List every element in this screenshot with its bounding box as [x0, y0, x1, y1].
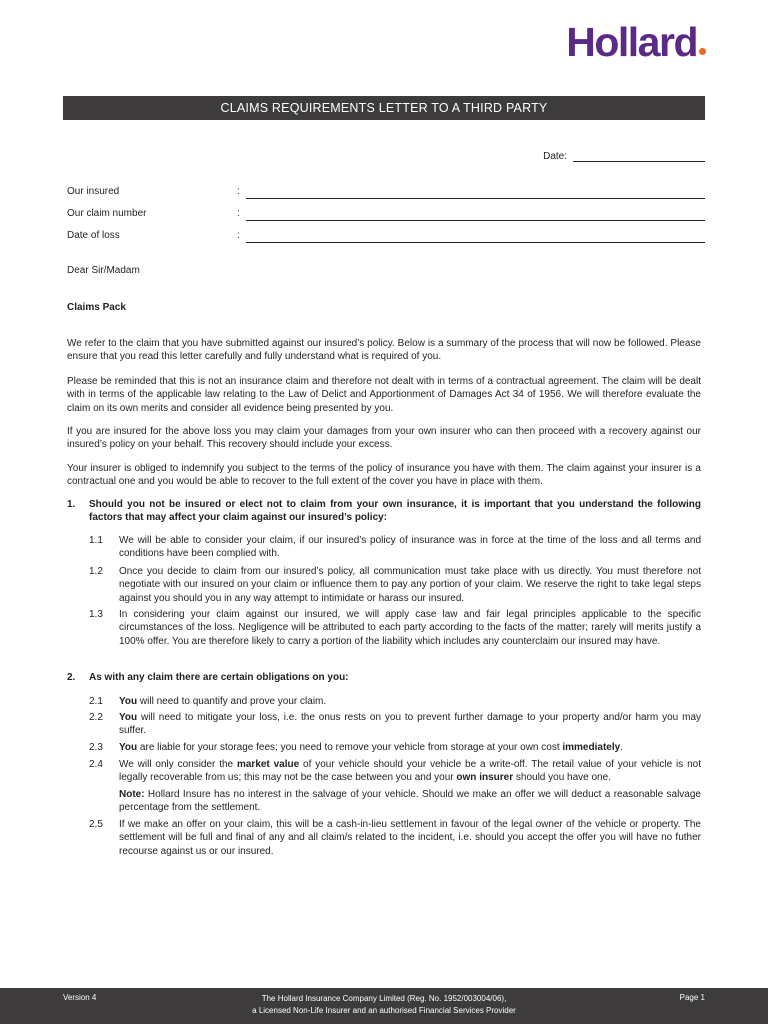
item-text	[119, 758, 701, 785]
item-text: We will be able to consider your claim, if our insured’s policy of insurance was in force at the time of the loss and all terms and conditions have been complied with.	[119, 535, 701, 560]
footer-company-info	[0, 993, 768, 1016]
list-item-2-4	[89, 758, 701, 815]
field-our-insured	[67, 186, 705, 200]
footer-page-number: Page 1	[679, 993, 705, 1002]
footer-company-line: a Licensed Non-Life Insurer and an authorised Financial Services Provider	[252, 1005, 516, 1015]
emphasis: market value	[236, 759, 300, 770]
field-label: Our insured	[67, 186, 120, 197]
text-run: should you have one.	[513, 772, 611, 784]
item-number: 2.1	[89, 696, 103, 707]
emphasis: You	[119, 742, 138, 753]
footer-version: Version 4	[63, 993, 97, 1002]
paragraph-intro: We refer to the claim that you have submitted against our insured’s policy. Below is a summary of the process that will now be followed. Please ensure that you read this letter carefully and fully understand what is required of you.	[67, 338, 701, 363]
list-item-2-3	[89, 741, 701, 754]
page-footer	[0, 988, 768, 1024]
item-text: If we make an offer on your claim, this will be a cash-in-lieu settlement in favour of the legal owner of the vehicle or property. The settlement will be full and final of any and all claim/s related to the incident, i.e. should you accept the offer you will have no futher recourse against us or our insured.	[119, 819, 701, 857]
list-item-1-2	[89, 565, 701, 605]
text-run: We will only consider the	[119, 759, 237, 770]
text-run: will need to mitigate your loss, i.e. the onus rests on you to prevent further damage to your property and/or harm you may suffer.	[119, 712, 701, 737]
item-number: 1.3	[89, 609, 103, 620]
section-heading: As with any claim there are certain obligations on you:	[89, 672, 349, 683]
item-number: 2.5	[89, 819, 103, 830]
item-text	[119, 695, 701, 708]
text-run: Hollard Insure has no interest in the salvage of your vehicle. Should we make an offer we will deduct a reasonable salvage percentage from the settlement.	[119, 788, 701, 814]
logo-dot-icon	[699, 48, 706, 55]
hollard-logo	[566, 20, 706, 64]
paragraph-reminder: Please be reminded that this is not an insurance claim and therefore not dealt with in terms of a contractual agreement. The claim will be dealt with in terms of the applicable law relating to the Law of Delict and Apportionment of Damages Act 34 of 1956. We will therefore evaluate the claim on its own merits and consider all evidence being presented by you.	[67, 376, 701, 414]
item-number: 1.2	[89, 566, 103, 577]
section-number: 2.	[67, 672, 76, 683]
emphasis: You	[119, 696, 138, 707]
list-item-2-2	[89, 711, 701, 738]
field-input-line[interactable]	[246, 220, 705, 221]
date-input-line[interactable]	[573, 148, 705, 162]
logo-text: Hollard	[566, 19, 697, 65]
emphasis: own insurer	[456, 772, 514, 784]
field-date-of-loss	[67, 230, 705, 244]
item-number: 2.2	[89, 712, 103, 723]
section-heading: Should you not be insured or elect not to claim from your own insurance, it is important that you understand the following factors that may affect your claim against our insured’s policy:	[89, 499, 701, 524]
subject-heading: Claims Pack	[67, 302, 126, 313]
item-number: 2.4	[89, 759, 103, 770]
field-colon: :	[237, 186, 240, 197]
list-item-1-1	[89, 534, 701, 561]
section-1	[67, 498, 701, 525]
salutation: Dear Sir/Madam	[67, 265, 140, 276]
text-run: of your vehicle should your vehicle be a write-off. The retail value of your vehicle is not legally recoverable from us; this may not be the case between you and your	[119, 759, 701, 784]
item-note	[119, 788, 701, 815]
list-item-1-3	[89, 608, 701, 648]
field-claim-number	[67, 208, 705, 222]
date-label: Date:	[543, 151, 567, 162]
list-item-2-1	[89, 695, 701, 708]
emphasis: immediately	[562, 742, 621, 753]
note-label: Note:	[119, 788, 145, 800]
field-colon: :	[237, 208, 240, 219]
text-run: .	[620, 742, 623, 753]
section-number: 1.	[67, 499, 76, 510]
field-label: Date of loss	[67, 230, 120, 241]
footer-company-line: The Hollard Insurance Company Limited (Reg. No. 1952/003004/06),	[261, 994, 507, 1003]
document-title: CLAIMS REQUIREMENTS LETTER TO A THIRD PARTY	[63, 96, 705, 120]
item-number: 2.3	[89, 742, 103, 753]
emphasis: You	[119, 712, 138, 723]
text-run: will need to quantify and prove your claim.	[137, 696, 327, 707]
field-colon: :	[237, 230, 240, 241]
paragraph-insured: If you are insured for the above loss you may claim your damages from your own insurer who can then proceed with a recovery against our insured’s policy on your behalf. This recovery should include your excess.	[67, 426, 701, 451]
field-label: Our claim number	[67, 208, 147, 219]
item-number: 1.1	[89, 535, 103, 546]
item-text	[119, 741, 701, 754]
date-field	[543, 148, 705, 162]
field-input-line[interactable]	[246, 198, 705, 199]
text-run: are liable for your storage fees; you need to remove your vehicle from storage at your own cost	[137, 742, 563, 753]
item-text: Once you decide to claim from our insured’s policy, all communication must take place with us directly. You must therefore not negotiate with our insured on your claim or influence them to pay any portion of your claim. We reserve the right to take legal steps against you should you in any way attempt to intimidate or harass our insured.	[119, 566, 701, 604]
section-2	[67, 671, 701, 684]
field-input-line[interactable]	[246, 242, 705, 243]
list-item-2-5	[89, 818, 701, 858]
paragraph-insurer: Your insurer is obliged to indemnify you subject to the terms of the policy of insurance you have with them. The claim against your insurer is a contractual one and you would be able to recover to the full extent of the cover you have in place with them.	[67, 463, 701, 488]
item-text	[119, 711, 701, 738]
item-text: In considering your claim against our insured, we will apply case law and fair legal principles applicable to the specific circumstances of the loss. Negligence will be attributed to each party according to the facts of the matter; rarely will merits justify a 100% offer. You are therefore likely to carry a portion of the liability which includes any counterclaim our insured may have.	[119, 609, 701, 647]
